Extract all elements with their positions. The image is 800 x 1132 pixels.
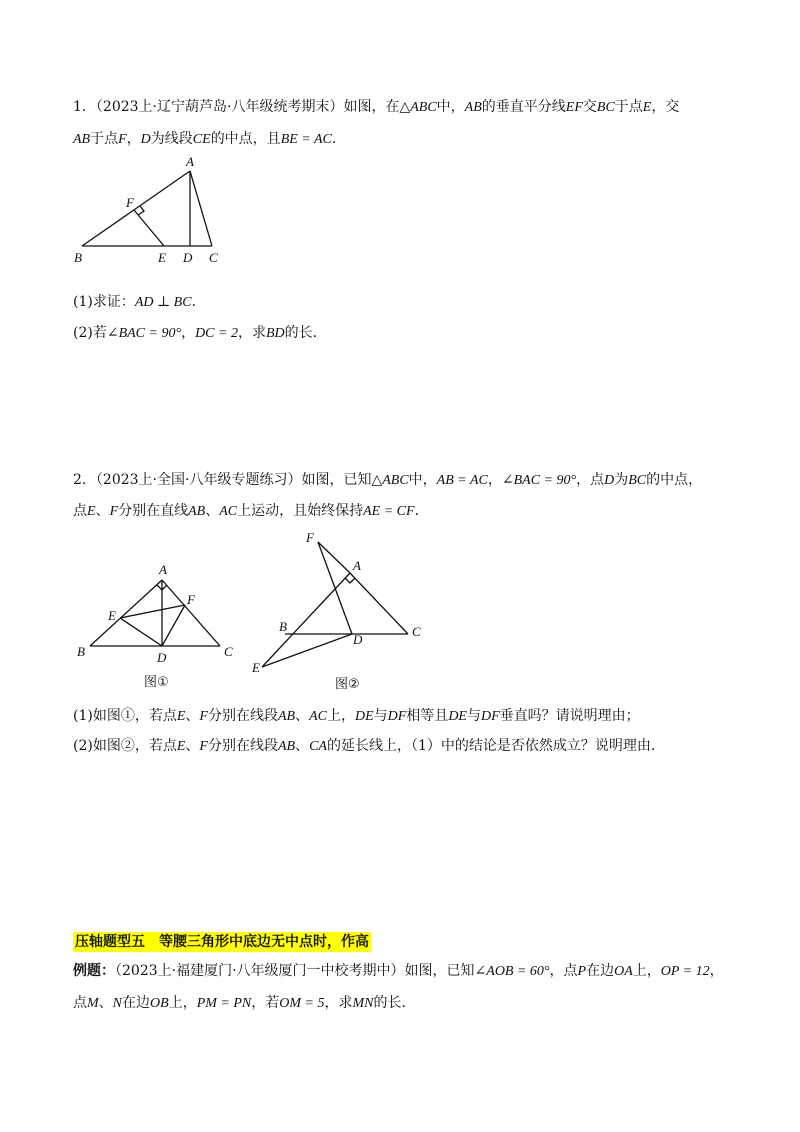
text: 如图，已知 xyxy=(404,963,475,979)
q1-line-1 xyxy=(73,97,679,118)
label-b: B xyxy=(74,250,82,265)
q2-line-2 xyxy=(73,501,429,522)
text: 、 xyxy=(205,503,220,519)
caption-fig2: 图② xyxy=(335,677,360,692)
example-label: 例题： xyxy=(73,963,115,979)
math-f: F xyxy=(199,709,208,724)
math-e: E xyxy=(176,709,186,724)
label-f: F xyxy=(187,592,195,607)
label-e: E xyxy=(252,660,260,675)
segment-ed xyxy=(262,634,352,667)
math-om-eq: OM = 5 xyxy=(279,996,325,1011)
text: 、 xyxy=(295,708,310,724)
text: ，求 xyxy=(324,995,353,1011)
label-b: B xyxy=(77,644,85,659)
math-e: E xyxy=(176,739,186,754)
math-ab: AB xyxy=(73,132,91,147)
label-f: F xyxy=(126,195,134,210)
text: (1)求证： xyxy=(73,294,135,310)
text: (1)如图①，若点 xyxy=(73,708,177,724)
text: 垂直吗？请说明理由； xyxy=(499,708,640,724)
q2-number: 2． xyxy=(73,472,96,488)
text: 相等且 xyxy=(406,708,449,724)
text: 为线段 xyxy=(150,131,193,147)
text: 在边 xyxy=(586,963,615,979)
text: 、 xyxy=(98,995,113,1011)
math-angle-bac: ∠BAC = 90° xyxy=(501,473,577,488)
text: 在边 xyxy=(122,995,151,1011)
math-bc: BC xyxy=(628,473,647,488)
text: ， xyxy=(126,131,141,147)
text: 中， xyxy=(408,472,437,488)
right-angle-mark xyxy=(138,206,144,215)
text: 与 xyxy=(466,708,481,724)
math-ce: CE xyxy=(192,132,211,147)
math-de: DE xyxy=(448,709,467,724)
text: ，点 xyxy=(576,472,605,488)
math-df: DF xyxy=(387,709,407,724)
text: 的长． xyxy=(284,325,327,341)
q2-figure-2 xyxy=(250,530,435,700)
math-df: DF xyxy=(480,709,500,724)
math-be-eq-ac: BE = AC xyxy=(280,132,332,147)
math-angle-aob: ∠AOB = 60° xyxy=(474,964,550,979)
q2-source: （2023上·全国·八年级专题练习） xyxy=(95,472,302,488)
math-f: F xyxy=(118,132,127,147)
math-f: F xyxy=(109,504,119,519)
label-d: D xyxy=(157,650,167,665)
math-ob: OB xyxy=(150,996,169,1011)
text: ， xyxy=(709,963,724,979)
text: ， xyxy=(487,472,502,488)
math-ac: AC xyxy=(219,504,238,519)
segment-ed xyxy=(120,618,162,646)
label-a: A xyxy=(159,562,167,577)
text: 的长． xyxy=(373,995,416,1011)
math-e: E xyxy=(87,504,96,519)
text: 、 xyxy=(295,738,310,754)
text: 上， xyxy=(326,708,355,724)
math-dc-eq: DC = 2 xyxy=(195,326,238,341)
label-c: C xyxy=(412,624,421,639)
caption-fig1: 图① xyxy=(144,675,169,690)
math-pm-eq-pn: PM = PN xyxy=(196,996,252,1011)
segment-ba xyxy=(90,580,162,646)
math-ab: AB xyxy=(464,100,482,115)
segment-fa xyxy=(318,542,350,573)
math-p: P xyxy=(577,964,587,979)
math-e: E xyxy=(642,100,652,115)
segment-ef xyxy=(120,605,185,618)
text: 交 xyxy=(582,99,597,115)
segment-fd xyxy=(318,542,352,634)
math-de: DE xyxy=(354,709,374,724)
label-c: C xyxy=(209,250,218,265)
q2-figure-1 xyxy=(72,560,242,695)
text: 的延长线上，（1）中的结论是否依然成立？说明理由． xyxy=(326,738,665,754)
q2-part-1 xyxy=(73,706,640,727)
segment-ac xyxy=(162,580,220,646)
text: 的中点， xyxy=(646,472,703,488)
text: ，点 xyxy=(549,963,578,979)
text: 、 xyxy=(185,738,200,754)
segment-ab-extended xyxy=(262,573,350,667)
example-line-1 xyxy=(73,961,724,982)
label-e: E xyxy=(158,250,166,265)
math-ab: AB xyxy=(188,504,206,519)
text: 分别在线段 xyxy=(207,738,278,754)
text: 与 xyxy=(373,708,388,724)
text: ． xyxy=(414,503,429,519)
label-d: D xyxy=(183,250,193,265)
math-f: F xyxy=(199,739,208,754)
section-heading: 压轴题型五 等腰三角形中底边无中点时，作高 xyxy=(75,934,369,950)
text: 如图，在 xyxy=(343,99,400,115)
q1-number: 1． xyxy=(73,99,96,115)
math-d: D xyxy=(140,132,151,147)
label-a: A xyxy=(353,558,361,573)
triangle-abc: △ABC xyxy=(399,100,437,115)
text: 上， xyxy=(632,963,661,979)
text: ，求 xyxy=(237,325,266,341)
label-c: C xyxy=(224,644,233,659)
section-heading-row xyxy=(73,932,371,952)
text: 、 xyxy=(185,708,200,724)
label-d: D xyxy=(353,632,363,647)
text: ，交 xyxy=(651,99,680,115)
q1-part-2 xyxy=(73,323,327,344)
label-f: F xyxy=(306,530,314,545)
math-ac: AC xyxy=(309,709,327,724)
text: 的中点，且 xyxy=(210,131,281,147)
segment-ac xyxy=(190,171,212,246)
text: ． xyxy=(191,294,206,310)
example-line-2 xyxy=(73,993,415,1014)
text: 分别在线段 xyxy=(207,708,278,724)
text: 于点 xyxy=(614,99,643,115)
q1-line-2 xyxy=(73,129,346,150)
math-ab-eq-ac: AB = AC xyxy=(436,473,488,488)
label-a: A xyxy=(186,154,194,169)
triangle-abc: △ABC xyxy=(371,473,409,488)
right-angle-mark xyxy=(345,578,355,583)
text: 上， xyxy=(168,995,197,1011)
math-ad-perp-bc: AD ⊥ BC xyxy=(134,295,192,310)
segment-fd xyxy=(162,605,185,646)
math-m: M xyxy=(87,996,99,1011)
math-ab: AB xyxy=(277,709,296,724)
math-oa: OA xyxy=(614,964,633,979)
text: 中， xyxy=(436,99,465,115)
segment-ac xyxy=(350,573,408,634)
q1-source: （2023上·辽宁葫芦岛·八年级统考期末） xyxy=(95,99,344,115)
text: (2)如图②，若点 xyxy=(73,738,177,754)
text: 分别在直线 xyxy=(118,503,189,519)
text: (2)若 xyxy=(73,325,107,341)
text: ， xyxy=(181,325,196,341)
text: ，若 xyxy=(251,995,280,1011)
text: 上运动，且始终保持 xyxy=(237,503,364,519)
text: 如图，已知 xyxy=(301,472,372,488)
math-d: D xyxy=(604,473,615,488)
text: ． xyxy=(331,131,346,147)
text: 点 xyxy=(73,995,87,1011)
math-ca: CA xyxy=(309,739,327,754)
math-ae-eq-cf: AE = CF xyxy=(363,504,415,519)
math-ab: AB xyxy=(277,739,296,754)
segment-ba xyxy=(82,171,190,246)
label-b: B xyxy=(279,619,287,634)
math-angle-bac: ∠BAC = 90° xyxy=(106,326,182,341)
q2-part-2 xyxy=(73,736,665,757)
math-op-eq: OP = 12 xyxy=(660,964,710,979)
text: 的垂直平分线 xyxy=(481,99,566,115)
q1-figure xyxy=(70,150,240,270)
math-n: N xyxy=(112,996,123,1011)
math-ef: EF xyxy=(565,100,583,115)
text: 为 xyxy=(614,472,629,488)
math-bc: BC xyxy=(596,100,615,115)
text: 点 xyxy=(73,503,87,519)
q1-part-1 xyxy=(73,292,206,313)
label-e: E xyxy=(108,608,116,623)
math-mn: MN xyxy=(352,996,374,1011)
q2-line-1 xyxy=(73,470,702,491)
text: 于点 xyxy=(90,131,119,147)
math-bd: BD xyxy=(265,326,285,341)
example-source: （2023上·福建厦门·八年级厦门一中校考期中） xyxy=(115,963,405,979)
text: 、 xyxy=(95,503,110,519)
